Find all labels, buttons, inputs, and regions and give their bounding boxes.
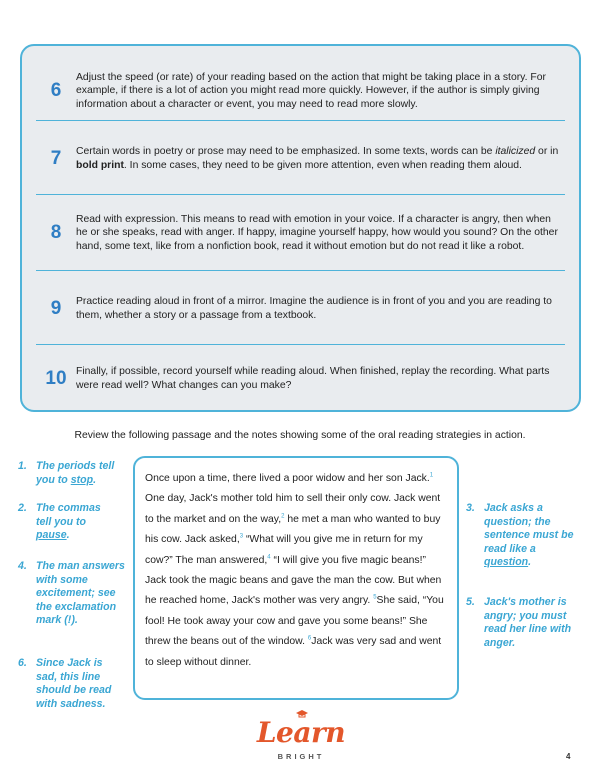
note-marker: 2 — [281, 513, 285, 520]
tip-divider — [36, 194, 565, 195]
tip-divider — [36, 270, 565, 271]
logo-subtitle: BRIGHT — [277, 752, 325, 761]
tip-text: Adjust the speed (or rate) of your reading based on the action that might be taking place in a story. For example, if there is a lot of action you might read more quickly. However, if the author is simply giving information about a character or event, you may need to read more slowly. — [76, 71, 546, 110]
note-5: 5. Jack's mother is angry; you must read her line with anger. — [466, 596, 572, 649]
logo-word: Learn — [256, 716, 346, 749]
note-2: 2. The commas tell you to pause. — [18, 502, 101, 542]
tip-6 — [36, 60, 565, 122]
note-marker: 3 — [239, 533, 244, 540]
tip-text: Finally, if possible, record yourself while reading aloud. When finished, replay the recording. What parts were read well? What changes can you make? — [76, 366, 550, 391]
tips-box — [20, 44, 581, 412]
tip-text: Certain words in poetry or prose may need to be emphasized. In some texts, words can be italicized or in bold print. In some cases, they need to be given more attention, even when reading them aloud. — [76, 146, 559, 171]
tip-number: 9 — [50, 298, 62, 319]
page-number: 4 — [566, 752, 571, 761]
tip-number: 8 — [50, 222, 62, 243]
learn-bright-logo — [253, 716, 349, 766]
note-marker: 1 — [429, 472, 434, 479]
bold-example: bold print — [76, 160, 124, 171]
note-marker: 6 — [307, 635, 312, 642]
passage-intro: Review the following passage and the notes showing some of the oral reading strategies in action. — [74, 430, 526, 441]
tip-7 — [36, 126, 565, 192]
tip-9 — [36, 276, 565, 342]
italic-example: italicized — [495, 146, 536, 158]
tip-text: Practice reading aloud in front of a mirror. Imagine the audience is in front of you and you are reading to them, whether a story or a passage from a textbook. — [76, 296, 552, 321]
note-6: 6. Since Jack is sad, this line should be read with sadness. — [18, 657, 112, 710]
tip-8 — [36, 198, 565, 268]
tip-10 — [36, 350, 565, 408]
story-passage: Once upon a time, there lived a poor widow and her son Jack.$^1$ One day, Jack's mother told him to sell their only cow. Jack went to the market and on the way,$^2$ he met a man who wanted to buy his cow. Jack asked,$^3$ “What will you give me in return for my cow?” The man answered,$^4$ “I will give you five magic beans!” Jack took the magic beans and gave the man the cow. But when he reached home, Jack's mother was very angry. $^5$She said, “You fool! He took away your cow and gave you some beans!” She threw the beans out of the window. $^6$Jack was very sad and went to sleep without dinner. — [133, 456, 459, 700]
note-1: 1. The periods tell you to stop. — [18, 460, 115, 486]
tip-text: Read with expression. This means to read with emotion in your voice. If a character is angry, then when he or she speaks, read with anger. If happy, imagine yourself happy, how would you sound? On the other hand, some text, like from a nonfiction book, read it without emotion but do not read it like a robot. — [76, 213, 558, 252]
tip-divider — [36, 120, 565, 121]
note-4: 4. The man answers with some excitement; see the exclamation mark (!). — [18, 560, 125, 627]
note-3: 3. Jack asks a question; the sentence must be read like a question. — [466, 502, 574, 569]
tip-divider — [36, 344, 565, 345]
note-marker: 4 — [267, 554, 271, 561]
tip-number: 7 — [50, 148, 62, 169]
tip-number: 6 — [50, 80, 62, 101]
tip-number: 10 — [45, 368, 67, 389]
note-marker: 5 — [373, 594, 377, 601]
